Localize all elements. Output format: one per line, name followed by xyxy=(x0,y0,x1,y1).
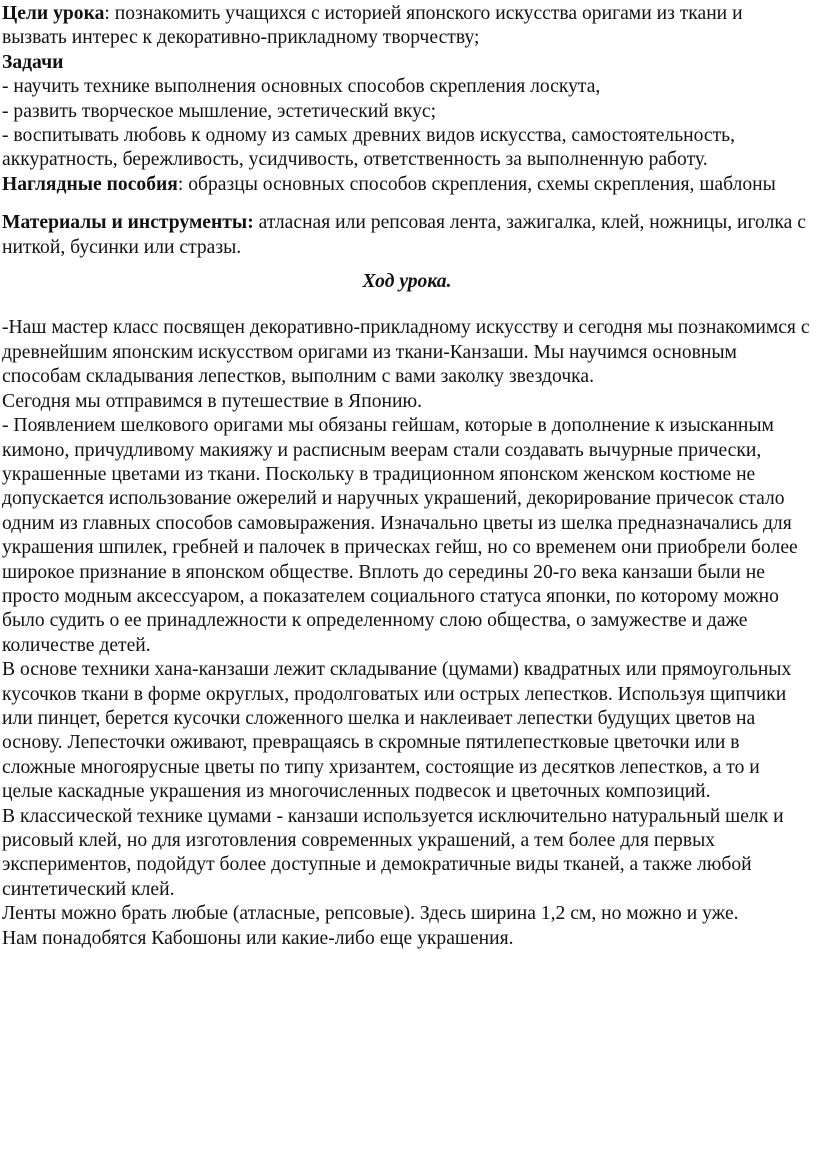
tasks-label: Задачи xyxy=(2,51,64,73)
task-item: - научить технике выполнения основных способов скрепления лоскута, xyxy=(2,76,601,98)
goals-label: Цели урока xyxy=(2,3,105,24)
visual-aids-label: Наглядные пособия xyxy=(2,173,178,195)
body-paragraph: Ленты можно брать любые (атласные, репсовые). Здесь ширина 1,2 см, но можно и уже. xyxy=(2,903,739,925)
body-paragraph: Нам понадобятся Кабошоны или какие-либо еще украшения. xyxy=(2,927,514,949)
materials-label: Материалы и инструменты: xyxy=(2,212,254,234)
body-paragraph: -Наш мастер класс посвящен декоративно-прикладному искусству и сегодня мы познакомимся с древнейшим японским искусством оригами из ткани-Канзаши. Мы научимся основным способам складывания лепестков, выполним с вами заколку звездочка. xyxy=(2,317,810,388)
goals-text: : познакомить учащихся с историей японского искусства оригами из ткани и вызвать интерес к декоративно-прикладному творчеству; xyxy=(2,3,743,49)
task-item: - воспитывать любовь к одному из самых древних видов искусства, самостоятельность, аккуратность, бережливость, усидчивость, ответственность за выполненную работу. xyxy=(2,125,735,171)
visual-aids-paragraph xyxy=(2,173,812,197)
materials-paragraph xyxy=(2,211,812,260)
visual-aids-text: : образцы основных способов скрепления, схемы скрепления, шаблоны xyxy=(177,173,776,195)
lesson-heading: Ход урока. xyxy=(362,271,452,293)
body-paragraph: В классической технике цумами - канзаши используется исключительно натуральный шелк и рисовый клей, но для изготовления современных украшений, а тем более для первых экспериментов, подойдут более доступные и демократичные виды тканей, а также любой синтетический клей. xyxy=(2,805,784,900)
goals-paragraph xyxy=(2,2,812,51)
materials-text: атласная или репсовая лента, зажигалка, клей, ножницы, иголка с ниткой, бусинки или стразы. xyxy=(2,212,806,258)
body-paragraph: - Появлением шелкового оригами мы обязаны гейшам, которые в дополнение к изысканным кимоно, причудливому макияжу и расписным веерам стали создавать вычурные прически, украшенные цветами из ткани. Поскольку в традиционном японском женском костюме не допускается использование ожерелий и наручных украшений, декорирование причесок стало одним из главных способов самовыражения. Изначально цветы из шелка предназначались для украшения шпилек, гребней и палочек в прическах гейш, но со временем они приобрели более широкое признание в японском обществе. Вплоть до середины 20-го века канзаши были не просто модным аксессуаром, а показателем социального статуса японки, по которому можно было судить о ее принадлежности к определенному слою общества, о замужестве и даже количестве детей. xyxy=(2,415,798,656)
body-paragraph: Сегодня мы отправимся в путешествие в Японию. xyxy=(2,390,423,412)
task-item: - развить творческое мышление, эстетический вкус; xyxy=(2,100,437,122)
body-paragraph: В основе техники хана-канзаши лежит складывание (цумами) квадратных или прямоугольных кусочков ткани в форме округлых, продолговатых или острых лепестков. Используя щипчики или пинцет, берется кусочки сложенного шелка и наклеивает лепестки будущих цветов на основу. Лепесточки оживают, превращаясь в скромные пятилепестковые цветочки или в сложные многоярусные цветы по типу хризантем, состоящие из десятков лепестков, а то и целые каскадные украшения из многочисленных подвесок и цветочных композиций. xyxy=(2,659,792,803)
